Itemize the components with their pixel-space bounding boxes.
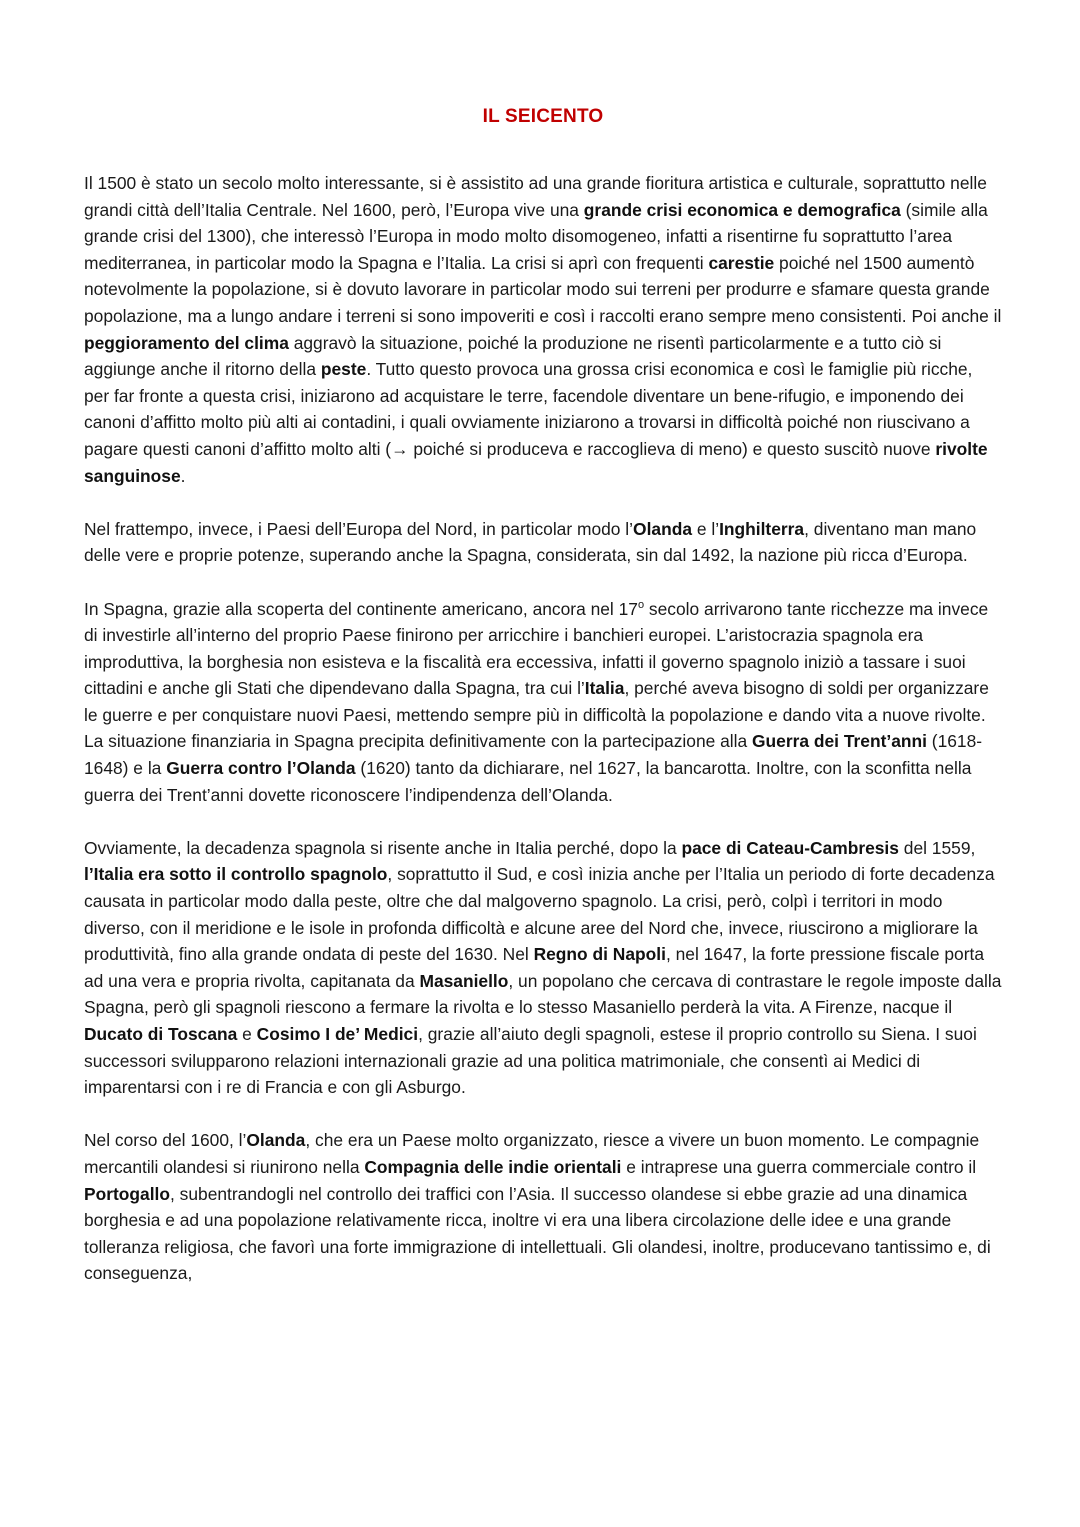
text-run: . Tutto questo provoca una grossa crisi economica e così le famiglie più ricche, per far fronte a questa crisi, iniziarono ad acquistare le terre, facendole diventare un bene-rifugio, e imponendo dei canoni d’affitto molto più alti ai contadini, i quali ovviamente iniziarono a trovarsi in difficoltà poiché non riuscivano a pagare questi canoni d’affitto molto alti (→ poiché si produceva e raccoglieva di meno) e questo suscitò nuove: [84, 359, 973, 459]
text-run: , subentrandogli nel controllo dei traffici con l’Asia. Il successo olandese si ebbe grazie ad una dinamica borghesia e ad una popolazione relativamente ricca, inoltre vi era una libera circolazione delle idee e una grande tolleranza religiosa, che favorì una forte immigrazione di intellettuali. Gli olandesi, inoltre, producevano tantissimo e, di conseguenza,: [84, 1183, 991, 1284]
bold-term: Inghilterra: [719, 518, 805, 539]
bold-term: Olanda: [246, 1130, 306, 1151]
document-title: IL SEICENTO: [482, 106, 604, 127]
text-run: aggravò la situazione, poiché la produzione ne risentì particolarmente e a tutto ciò si aggiunge anche il ritorno della: [84, 332, 942, 380]
text-run: Ovviamente, la decadenza spagnola si risente anche in Italia perché, dopo la: [84, 837, 682, 858]
paragraph-spagna: [84, 596, 1002, 809]
bold-term: Ducato di Toscana: [84, 1024, 238, 1044]
bold-term: Guerra contro l’Olanda: [166, 758, 356, 779]
paragraph-italia: [84, 835, 1002, 1101]
text-run: del 1559,: [898, 837, 976, 858]
bold-term: Olanda: [633, 518, 692, 539]
paragraph-crisi-seicento: [84, 170, 1002, 489]
text-run: secolo arrivarono tante ricchezze ma invece di investirle all’interno del proprio Paese finirono per arricchire i banchieri europei. L’aristocrazia spagnola era improduttiva, la borghesia non esisteva e la fiscalità era eccessiva, infatti il governo spagnolo iniziò a tassare i suoi cittadini e anche gli Stati che dipendevano dalla Spagna, tra cui l’: [84, 598, 989, 699]
text-run: , diventano man mano delle vere e proprie potenze, superando anche la Spagna, considerata, sin dal 1492, la nazione più ricca d’Europa.: [84, 518, 977, 566]
text-run: Il 1500 è stato un secolo molto interessante, si è assistito ad una grande fioritura artistica e culturale, soprattutto nelle grandi città dell’Italia Centrale. Nel 1600, però, l’Europa vive una: [84, 173, 987, 220]
paragraph-olanda: [84, 1127, 1002, 1287]
bold-term: Compagnia delle indie orientali: [364, 1156, 622, 1177]
bold-term: l’Italia era sotto il controllo spagnolo: [84, 864, 388, 885]
text-run: Nel frattempo, invece, i Paesi dell’Europa del Nord, in particolar modo l’: [84, 518, 634, 539]
bold-term: grande crisi economica e demografica: [583, 199, 901, 220]
bold-term: peggioramento del clima: [84, 332, 289, 353]
text-run: (1618-1648) e la: [84, 731, 983, 779]
text-run: , un popolano che cercava di contrastare le regole imposte dalla Spagna, però gli spagnoli riescono a fermare la rivolta e lo stesso Masaniello perderà la vita. A Firenze, nacque il: [84, 970, 1002, 1018]
bold-term: rivolte sanguinose: [84, 438, 988, 486]
text-run: e: [237, 1024, 257, 1044]
bold-term: Guerra dei Trent’anni: [752, 731, 927, 752]
text-run: In Spagna, grazie alla scoperta del continente americano, ancora nel 17: [84, 598, 638, 619]
text-run: (simile alla grande crisi del 1300), che interessò l’Europa in modo molto disomogeneo, infatti a risentirne fu soprattutto l’area mediterranea, in particolar modo la Spagna e l’Italia. La crisi si aprì con frequenti: [84, 199, 988, 273]
bold-term: carestie: [708, 252, 775, 273]
superscript: o: [637, 598, 645, 611]
text-run: , perché aveva bisogno di soldi per organizzare le guerre e per conquistare nuovi Paesi, mettendo sempre più in difficoltà la popolazione e dando vita a nuove rivolte. La situazione finanziaria in Spagna precipita definitivamente con la partecipazione alla: [84, 678, 989, 752]
bold-term: Italia: [584, 678, 625, 699]
text-run: , che era un Paese molto organizzato, riesce a vivere un buon momento. Le compagnie mercantili olandesi si riunirono nella: [84, 1130, 980, 1177]
bold-term: Cosimo I de’ Medici: [256, 1024, 419, 1044]
document-page: [84, 104, 1002, 1314]
paragraph-europa-del-nord: [84, 516, 1002, 569]
bold-term: peste: [320, 359, 367, 380]
bold-term: Masaniello: [419, 970, 509, 991]
text-run: poiché nel 1500 aumentò notevolmente la popolazione, si è dovuto lavorare in particolar modo sui terreni per produrre e sfamare questa grande popolazione, ma a lungo andare i terreni si sono impoveriti e così i raccolti erano sempre meno consistenti. Poi anche il: [84, 252, 1002, 326]
text-run: , soprattutto il Sud, e così inizia anche per l’Italia un periodo di forte decadenza causata in particolar modo dalla peste, oltre che dal malgoverno spagnolo. La crisi, però, colpì i territori in modo diverso, con il meridione e le isole in profonda difficoltà e alcune aree del Nord che, invece, riuscirono a migliorare la produttività, fino alla grande ondata di peste del 1630. Nel: [84, 864, 995, 965]
text-run: .: [180, 465, 186, 486]
text-run: (1620) tanto da dichiarare, nel 1627, la bancarotta. Inoltre, con la sconfitta nella guerra dei Trent’anni dovette riconoscere l’indipendenza dell’Olanda.: [84, 758, 972, 805]
text-run: e l’: [692, 518, 720, 539]
text-run: , grazie all’aiuto degli spagnoli, estese il proprio controllo su Siena. I suoi successori svilupparono relazioni internazionali grazie ad una politica matrimoniale, che consentì ai Medici di imparentarsi con i re di Francia e con gli Asburgo.: [84, 1024, 977, 1098]
bold-term: pace di Cateau-Cambresis: [681, 837, 899, 858]
text-run: Nel corso del 1600, l’: [84, 1130, 247, 1151]
text-run: , nel 1647, la forte pressione fiscale porta ad una vera e propria rivolta, capitanata da: [84, 944, 984, 991]
text-run: e intraprese una guerra commerciale contro il: [621, 1156, 977, 1177]
bold-term: Portogallo: [84, 1183, 170, 1204]
bold-term: Regno di Napoli: [533, 944, 666, 965]
